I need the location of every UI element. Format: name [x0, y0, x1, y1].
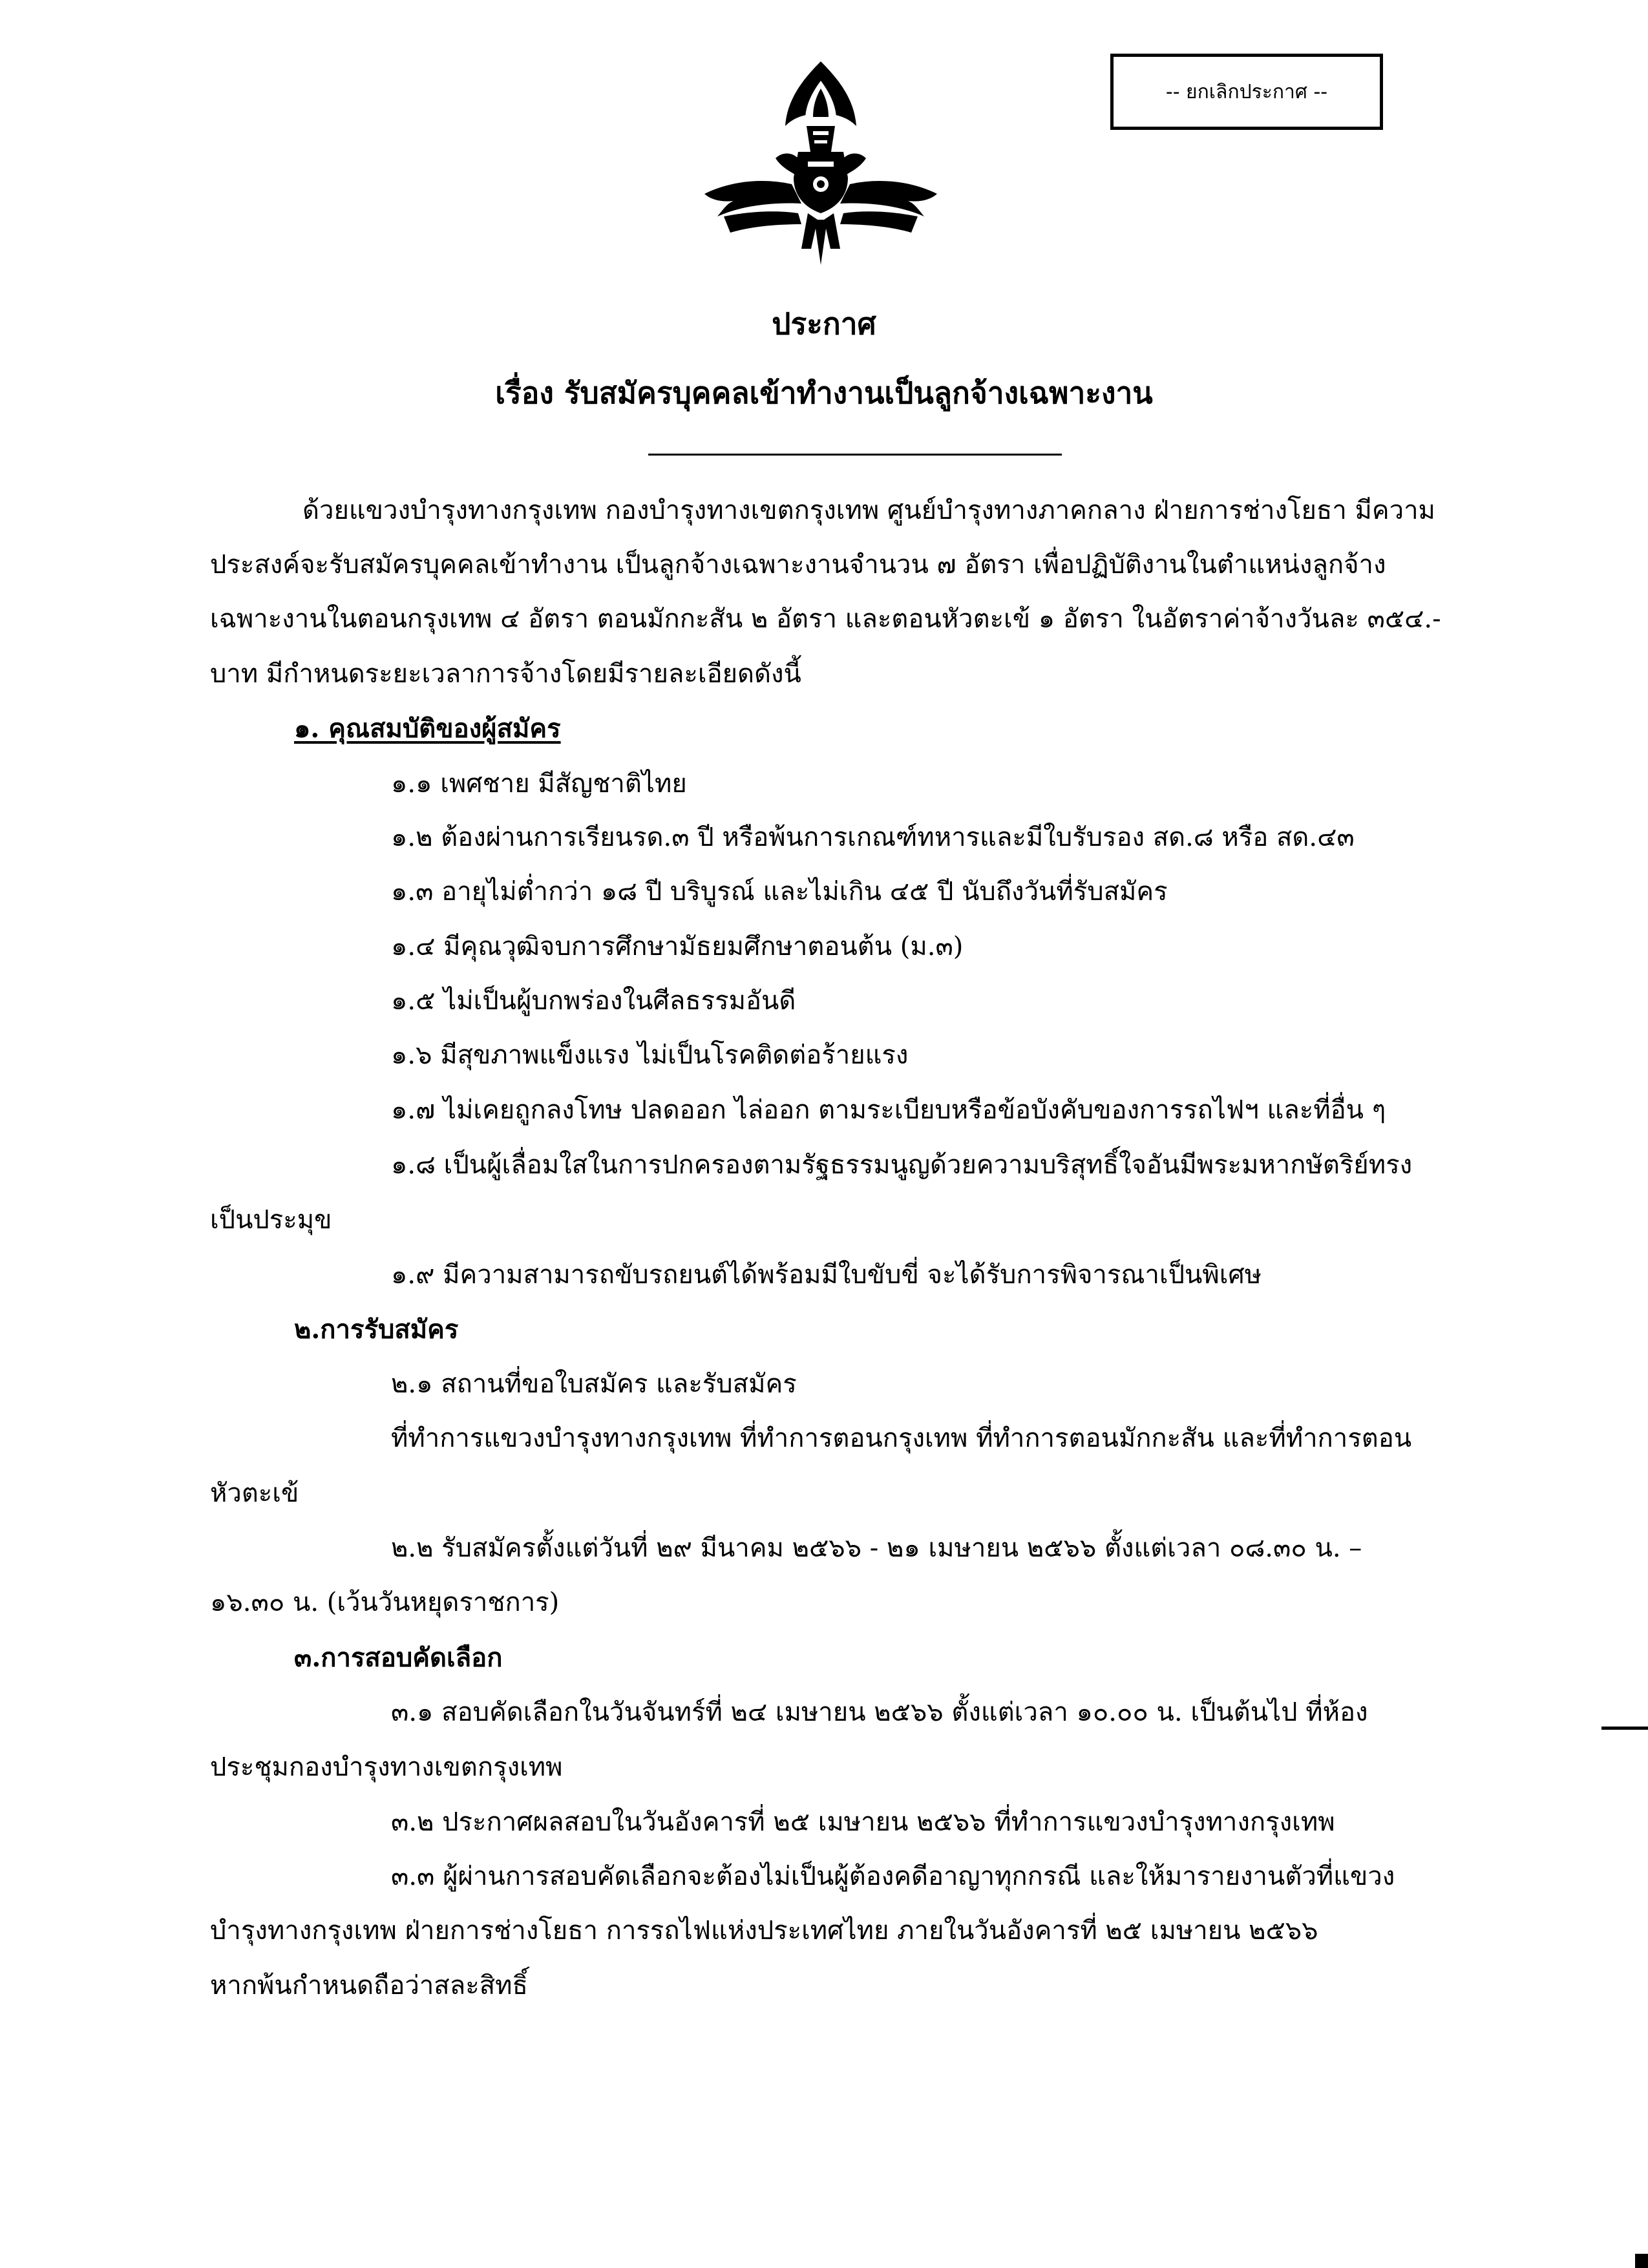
section-heading-application: ๒.การรับสมัคร [294, 1314, 459, 1345]
scan-corner-mark [1635, 2254, 1648, 2268]
application-item-detail: ที่ทำการแขวงบำรุงทางกรุงเทพ ที่ทำการตอนกรุงเทพ ที่ทำการตอนมักกะสัน และที่ทำการตอน [391, 1423, 1412, 1453]
title-divider [648, 454, 1062, 456]
selection-item: ๓.๑ สอบคัดเลือกในวันจันทร์ที่ ๒๔ เมษายน ๒๕๖๖ ตั้งแต่เวลา ๑๐.๐๐ น. เป็นต้นไป ที่ห้อง [391, 1697, 1368, 1727]
section-heading-qualifications: ๑. คุณสมบัติของผู้สมัคร [294, 713, 561, 744]
application-item-continuation: หัวตะเข้ [210, 1478, 299, 1508]
qualification-item: ๑.๙ มีความสามารถขับรถยนต์ได้พร้อมมีใบขับขี่ จะได้รับการพิจารณาเป็นพิเศษ [391, 1260, 1262, 1290]
qualification-item: ๑.๒ ต้องผ่านการเรียนรด.๓ ปี หรือพ้นการเกณฑ์ทหารและมีใบรับรอง สด.๘ หรือ สด.๔๓ [391, 823, 1355, 852]
qualification-item: ๑.๑ เพศชาย มีสัญชาติไทย [391, 769, 687, 799]
intro-line: ด้วยแขวงบำรุงทางกรุงเทพ กองบำรุงทางเขตกรุงเทพ ศูนย์บำรุงทางภาคกลาง ฝ่ายการช่างโยธา มีความ [302, 496, 1435, 525]
announcement-title: ประกาศ [772, 306, 876, 341]
qualification-item: ๑.๕ ไม่เป็นผู้บกพร่องในศีลธรรมอันดี [391, 986, 796, 1016]
qualification-item: ๑.๖ มีสุขภาพแข็งแรง ไม่เป็นโรคติดต่อร้ายแรง [391, 1040, 909, 1070]
selection-item-continuation: ประชุมกองบำรุงทางเขตกรุงเทพ [210, 1752, 563, 1782]
cancel-announcement-box [1110, 54, 1383, 130]
selection-item: ๓.๒ ประกาศผลสอบในวันอังคารที่ ๒๕ เมษายน ๒๕๖๖ ที่ทำการแขวงบำรุงทางกรุงเทพ [391, 1807, 1335, 1837]
scan-margin-mark [1601, 1727, 1648, 1730]
qualification-item: ๑.๗ ไม่เคยถูกลงโทษ ปลดออก ไล่ออก ตามระเบียบหรือข้อบังคับของการรถไฟฯ และที่อื่น ๆ [391, 1095, 1386, 1125]
garuda-emblem-icon [704, 55, 937, 268]
cancel-announcement-label: -- ยกเลิกประกาศ -- [1165, 80, 1328, 103]
application-item: ๒.๑ สถานที่ขอใบสมัคร และรับสมัคร [391, 1369, 797, 1399]
qualification-item-continuation: เป็นประมุข [210, 1205, 332, 1235]
intro-line: ประสงค์จะรับสมัครบุคคลเข้าทำงาน เป็นลูกจ้างเฉพาะงานจำนวน ๗ อัตรา เพื่อปฏิบัติงานในตำแหน่งลูกจ้าง [210, 550, 1386, 580]
section-heading-selection: ๓.การสอบคัดเลือก [294, 1643, 503, 1673]
intro-line: เฉพาะงานในตอนกรุงเทพ ๔ อัตรา ตอนมักกะสัน ๒ อัตรา และตอนหัวตะเข้ ๑ อัตรา ในอัตราค่าจ้างวันละ ๓๕๔.- [210, 604, 1441, 634]
application-item: ๒.๒ รับสมัครตั้งแต่วันที่ ๒๙ มีนาคม ๒๕๖๖ - ๒๑ เมษายน ๒๕๖๖ ตั้งแต่เวลา ๐๘.๓๐ น. – [391, 1533, 1362, 1563]
intro-line: บาท มีกำหนดระยะเวลาการจ้างโดยมีรายละเอียดดังนี้ [210, 659, 801, 689]
qualification-item: ๑.๘ เป็นผู้เลื่อมใสในการปกครองตามรัฐธรรมนูญด้วยความบริสุทธิ์ใจอันมีพระมหากษัตริย์ทรง [391, 1150, 1413, 1180]
announcement-subject: เรื่อง รับสมัครบุคคลเข้าทำงานเป็นลูกจ้างเฉพาะงาน [495, 375, 1153, 410]
qualification-item: ๑.๓ อายุไม่ต่ำกว่า ๑๘ ปี บริบูรณ์ และไม่เกิน ๔๕ ปี นับถึงวันที่รับสมัคร [391, 877, 1168, 907]
qualification-item: ๑.๔ มีคุณวุฒิจบการศึกษามัธยมศึกษาตอนต้น (ม.๓) [391, 932, 964, 961]
application-item-continuation: ๑๖.๓๐ น. (เว้นวันหยุดราชการ) [210, 1588, 560, 1617]
selection-item-continuation: บำรุงทางกรุงเทพ ฝ่ายการช่างโยธา การรถไฟแห่งประเทศไทย ภายในวันอังคารที่ ๒๕ เมษายน ๒๕๖๖ [210, 1916, 1318, 1946]
selection-item: ๓.๓ ผู้ผ่านการสอบคัดเลือกจะต้องไม่เป็นผู้ต้องคดีอาญาทุกกรณี และให้มารายงานตัวที่แขวง [391, 1862, 1395, 1891]
selection-item-continuation: หากพ้นกำหนดถือว่าสละสิทธิ์ [210, 1971, 528, 2000]
